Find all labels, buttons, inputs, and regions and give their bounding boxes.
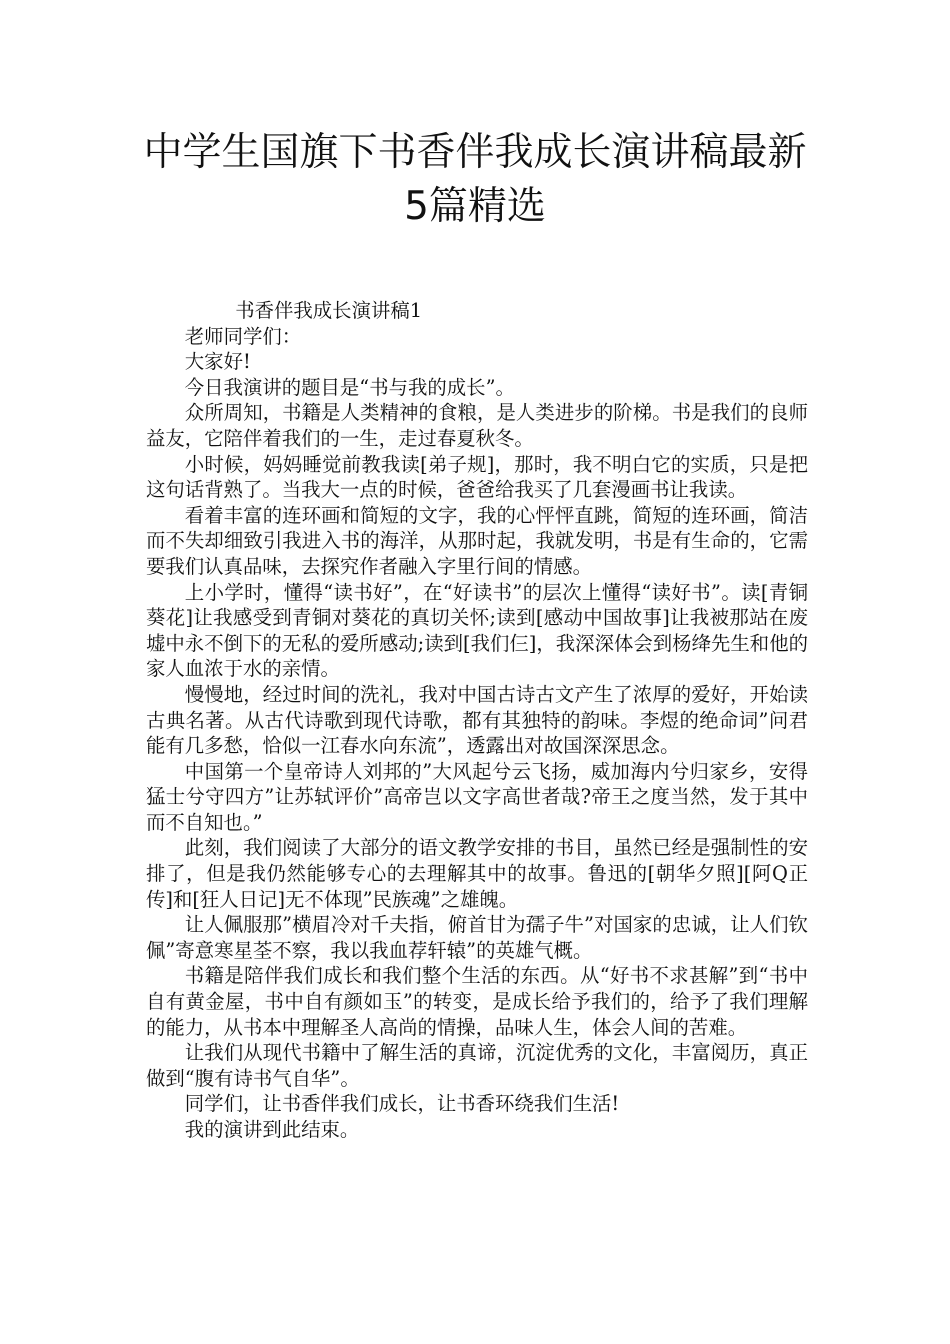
paragraph: 让我们从现代书籍中了解生活的真谛，沉淀优秀的文化，丰富阅历，真正做到“腹有诗书气自华”。 [146, 1041, 808, 1090]
paragraph: 我的演讲到此结束。 [184, 1118, 360, 1141]
paragraph: 同学们，让书香伴我们成长，让书香环绕我们生活! [184, 1092, 620, 1116]
paragraph: 众所周知，书籍是人类精神的食粮，是人类进步的阶梯。书是我们的良师益友，它陪伴着我们的一生，走过春夏秋冬。 [146, 401, 808, 450]
paragraph: 小时候，妈妈睡觉前教我读[弟子规]，那时，我不明白它的实质，只是把这句话背熟了。当我大一点的时候，爸爸给我买了几套漫画书让我读。 [146, 452, 808, 502]
paragraph: 上小学时，懂得“读书好”，在“好读书”的层次上懂得“读好书”。读[青铜葵花]让我感受到青铜对葵花的真切关怀;读到[感动中国故事]让我被那站在废墟中永不倒下的无私的爱所感动;读到[我们仨]，我深深体会到杨绛先生和他的家人血浓于水的亲情。 [146, 580, 808, 681]
paragraph: 今日我演讲的题目是“书与我的成长”。 [184, 375, 515, 399]
paragraph: 让人佩服那”横眉冷对千夫指，俯首甘为孺子牛”对国家的忠诚，让人们钦佩”寄意寒星荃不察，我以我血荐轩辕”的英雄气概。 [146, 913, 808, 962]
paragraph: 中国第一个皇帝诗人刘邦的”大风起兮云飞扬，威加海内兮归家乡，安得猛士兮守四方”让苏轼评价”高帝岂以文字高世者哉?帝王之度当然，发于其中而不自知也。” [146, 759, 808, 834]
paragraph: 大家好! [184, 350, 251, 374]
paragraph: 慢慢地，经过时间的洗礼，我对中国古诗古文产生了浓厚的爱好，开始读古典名著。从古代诗歌到现代诗歌，都有其独特的韵味。李煜的绝命词”问君能有几多愁，恰似一江春水向东流”，透露出对故国深深思念。 [146, 682, 808, 758]
paragraph: 此刻，我们阅读了大部分的语文教学安排的书目，虽然已经是强制性的安排了，但是我仍然能够专心的去理解其中的故事。鲁迅的[朝华夕照][阿Q正传]和[狂人日记]无不体现”民族魂”之雄魄。 [146, 836, 808, 911]
page-title [120, 126, 830, 234]
speech-subtitle: 书香伴我成长演讲稿1 [235, 299, 423, 322]
paragraph: 老师同学们： [184, 324, 302, 348]
page-title-line-1: 中学生国旗下书香伴我成长演讲稿最新 [143, 130, 807, 175]
paragraph: 看着丰富的连环画和简短的文字，我的心怦怦直跳，简短的连环画，简洁而不失却细致引我进入书的海洋，从那时起，我就发明，书是有生命的，它需要我们认真品味，去探究作者融入字里行间的情感。 [146, 503, 808, 578]
paragraph: 书籍是陪伴我们成长和我们整个生活的东西。从“好书不求甚解”到“书中自有黄金屋，书中自有颜如玉”的转变，是成长给予我们的，给予了我们理解的能力，从书本中理解圣人高尚的情操，品味人生，体会人间的苦难。 [146, 964, 808, 1039]
document-body [146, 298, 808, 1143]
page-title-line-2: 5篇精选 [404, 184, 546, 229]
